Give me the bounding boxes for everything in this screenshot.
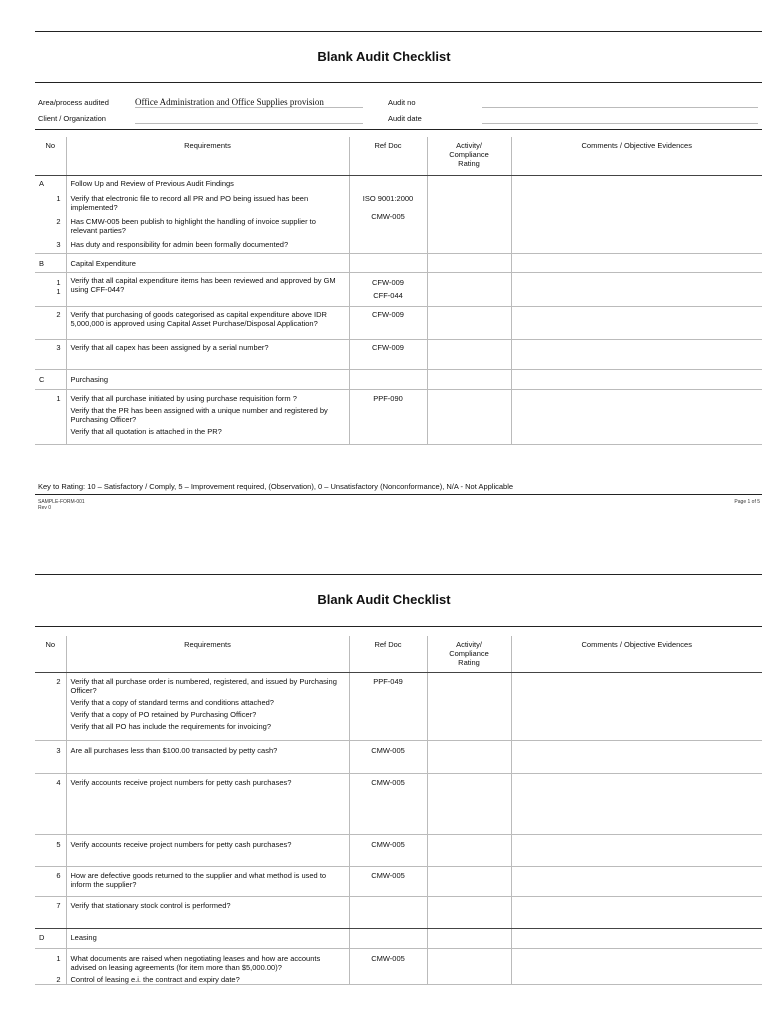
row-b1-text: Verify that all capital expenditure items has been reviewed and approved by GM using CFF-044? (66, 273, 349, 307)
row-7-text: Verify that stationary stock control is performed? (66, 896, 349, 928)
row-6-text: How are defective goods returned to the supplier and what method is used to inform the supplier? (66, 866, 349, 896)
col-requirements-header: Requirements (66, 137, 349, 175)
row-b3-ref: CFW-009 (349, 340, 427, 370)
row-d1-text: What documents are raised when negotiating leases and how are accounts advised on leasing agreements (for item more than $5,000.00)? (66, 948, 349, 972)
row-3-rating[interactable] (427, 740, 511, 773)
table-row (35, 370, 762, 390)
table-row (35, 672, 762, 740)
section-b-letter: B (35, 254, 66, 273)
table-row (35, 212, 762, 235)
row-7-rating[interactable] (427, 896, 511, 928)
client-field[interactable] (135, 113, 363, 124)
row-4-no: 4 (35, 773, 66, 834)
row-a3-ref (349, 235, 427, 254)
table-row (35, 254, 762, 273)
row-b2-rating[interactable] (427, 307, 511, 340)
col-activity-header (427, 137, 511, 175)
row-2-text-2: Verify that a copy of standard terms and conditions attached? (70, 697, 274, 707)
row-a1-rating[interactable] (427, 188, 511, 212)
row-7-ref (349, 896, 427, 928)
row-b1-no-b: 1 (56, 287, 61, 296)
col-activity-header (427, 636, 511, 672)
table-row (35, 948, 762, 972)
row-a2-ref: CMW-005 (349, 212, 427, 235)
row-d1-rating[interactable] (427, 948, 511, 972)
table-row (35, 307, 762, 340)
col-activity-label: Activity/ Compliance Rating (449, 640, 489, 667)
row-b2-ref: CFW-009 (349, 307, 427, 340)
section-b-title: Capital Expenditure (66, 254, 349, 273)
row-b1-comments[interactable] (511, 273, 762, 307)
row-d2-comments[interactable] (511, 972, 762, 985)
row-b3-no: 3 (35, 340, 66, 370)
title-rule-2 (35, 626, 762, 627)
row-b3-text: Verify that all capex has been assigned by a serial number? (66, 340, 349, 370)
row-5-rating[interactable] (427, 834, 511, 866)
area-field[interactable]: Office Administration and Office Supplies provision (135, 97, 363, 108)
row-b2-text: Verify that purchasing of goods categorised as capital expenditure above IDR 5,000,000 is approved using Capital Asset Purchase/Disposal Application? (66, 307, 349, 340)
row-a1-comments[interactable] (511, 188, 762, 212)
table-row (35, 175, 762, 188)
row-d2-no: 2 (35, 972, 66, 985)
row-c1-ref: PPF-090 (349, 390, 427, 445)
row-6-rating[interactable] (427, 866, 511, 896)
row-a2-no: 2 (56, 216, 61, 226)
section-c-title: Purchasing (66, 370, 349, 390)
row-b1-ref-b: CFF-044 (373, 291, 403, 300)
form-id: SAMPLE-FORM-001 (38, 499, 85, 505)
row-2-rating[interactable] (427, 672, 511, 740)
table-header-row (35, 636, 762, 672)
table-row (35, 866, 762, 896)
row-6-ref: CMW-005 (349, 866, 427, 896)
row-a1-text: Verify that electronic file to record all PR and PO being issued has been implemented? (66, 188, 349, 212)
row-a1-ref: ISO 9001:2000 (349, 188, 427, 212)
row-b1-no-a: 1 (56, 278, 61, 287)
row-b1-rating[interactable] (427, 273, 511, 307)
row-b1-ref-a: CFW-009 (372, 278, 404, 287)
audit-date-field[interactable] (482, 113, 758, 124)
row-c1-text-3: Verify that all quotation is attached in the PR? (70, 427, 222, 436)
row-2-comments[interactable] (511, 672, 762, 740)
row-d1-comments[interactable] (511, 948, 762, 972)
row-3-ref: CMW-005 (349, 740, 427, 773)
row-5-no: 5 (35, 834, 66, 866)
page-title: Blank Audit Checklist (317, 49, 451, 64)
row-5-comments[interactable] (511, 834, 762, 866)
row-4-ref: CMW-005 (349, 773, 427, 834)
row-a3-rating[interactable] (427, 235, 511, 254)
row-d1-ref: CMW-005 (349, 948, 427, 972)
checklist-table-1 (35, 137, 762, 445)
row-a2-text: Has CMW-005 been publish to highlight the handling of invoice supplier to relevant parties? (66, 212, 349, 235)
row-2-text-3: Verify that a copy of PO retained by Purchasing Officer? (70, 709, 257, 719)
col-ref-doc-header: Ref Doc (349, 137, 427, 175)
table-row (35, 340, 762, 370)
header-rule (35, 129, 762, 130)
row-6-comments[interactable] (511, 866, 762, 896)
row-d2-ref (349, 972, 427, 985)
row-4-rating[interactable] (427, 773, 511, 834)
row-c1-text-1: Verify that all purchase initiated by using purchase requisition form ? (70, 394, 297, 403)
form-rev: Rev 0 (38, 505, 52, 511)
col-no-header: No (35, 137, 66, 175)
row-a3-no: 3 (35, 235, 66, 254)
audit-no-field[interactable] (482, 97, 758, 108)
row-c1-comments[interactable] (511, 390, 762, 445)
section-c-letter: C (35, 370, 66, 390)
row-2-text (66, 672, 349, 740)
col-ref-doc-header: Ref Doc (349, 636, 427, 672)
area-label: Area/process audited (38, 98, 109, 107)
section-d-title: Leasing (66, 928, 349, 948)
row-2-text-1: Verify that all purchase order is numbered, registered, and issued by Purchasing Officer? (70, 676, 337, 695)
row-5-text: Verify accounts receive project numbers for petty cash purchases? (66, 834, 349, 866)
row-d1-no: 1 (56, 953, 61, 963)
row-3-no: 3 (35, 740, 66, 773)
rating-key: Key to Rating: 10 – Satisfactory / Comply, 5 – Improvement required, (Observation), 0 – Unsatisfactory (Nonconformance), N/A - Not Applicable (38, 482, 514, 491)
row-c1-rating[interactable] (427, 390, 511, 445)
page-title-2: Blank Audit Checklist (317, 592, 451, 607)
row-a1-no: 1 (56, 193, 61, 203)
row-2-ref: PPF-049 (349, 672, 427, 740)
row-b3-comments[interactable] (511, 340, 762, 370)
page-number: Page 1 of 5 (734, 499, 760, 505)
row-b1-ref (349, 273, 427, 307)
row-b2-comments[interactable] (511, 307, 762, 340)
table-row (35, 834, 762, 866)
col-comments-header: Comments / Objective Evidences (511, 636, 762, 672)
table-row (35, 972, 762, 985)
row-7-no: 7 (35, 896, 66, 928)
table-row (35, 273, 762, 307)
row-c1-text (66, 390, 349, 445)
top-rule (35, 31, 762, 32)
table-row (35, 896, 762, 928)
col-activity-label: Activity/ Compliance Rating (449, 141, 489, 168)
row-3-comments[interactable] (511, 740, 762, 773)
col-requirements-header: Requirements (66, 636, 349, 672)
checklist-table-2 (35, 636, 762, 985)
row-d2-text: Control of leasing e.i. the contract and expiry date? (66, 972, 349, 985)
row-d2-rating[interactable] (427, 972, 511, 985)
row-5-ref: CMW-005 (349, 834, 427, 866)
table-row (35, 740, 762, 773)
footer-rule (35, 494, 762, 495)
row-c1-no: 1 (35, 390, 66, 445)
table-row (35, 235, 762, 254)
section-a-title: Follow Up and Review of Previous Audit Findings (66, 175, 349, 188)
row-7-comments[interactable] (511, 896, 762, 928)
row-b3-rating[interactable] (427, 340, 511, 370)
client-label: Client / Organization (38, 114, 106, 123)
row-2-text-4: Verify that all PO has include the requirements for invoicing? (70, 721, 272, 731)
audit-no-label: Audit no (388, 98, 416, 107)
col-no-header: No (35, 636, 66, 672)
table-header-row (35, 137, 762, 175)
row-a2-rating[interactable] (427, 212, 511, 235)
row-2-no: 2 (35, 672, 66, 740)
section-a-letter: A (39, 178, 45, 188)
row-a2-comments[interactable] (511, 212, 762, 235)
audit-date-label: Audit date (388, 114, 422, 123)
table-row (35, 773, 762, 834)
table-row (35, 390, 762, 445)
col-comments-header: Comments / Objective Evidences (511, 137, 762, 175)
row-4-text: Verify accounts receive project numbers for petty cash purchases? (66, 773, 349, 834)
row-b2-no: 2 (35, 307, 66, 340)
row-a3-text: Has duty and responsibility for admin been formally documented? (66, 235, 349, 254)
table-row (35, 928, 762, 948)
row-b1-no (35, 273, 66, 307)
row-a3-comments[interactable] (511, 235, 762, 254)
top-rule-2 (35, 574, 762, 575)
row-4-comments[interactable] (511, 773, 762, 834)
row-c1-text-2: Verify that the PR has been assigned with a unique number and registered by Purchasing Officer? (70, 406, 328, 424)
title-rule (35, 82, 762, 83)
table-row (35, 188, 762, 212)
section-d-letter: D (35, 928, 66, 948)
row-6-no: 6 (35, 866, 66, 896)
page-2 (0, 570, 768, 1024)
row-3-text: Are all purchases less than $100.00 transacted by petty cash? (66, 740, 349, 773)
